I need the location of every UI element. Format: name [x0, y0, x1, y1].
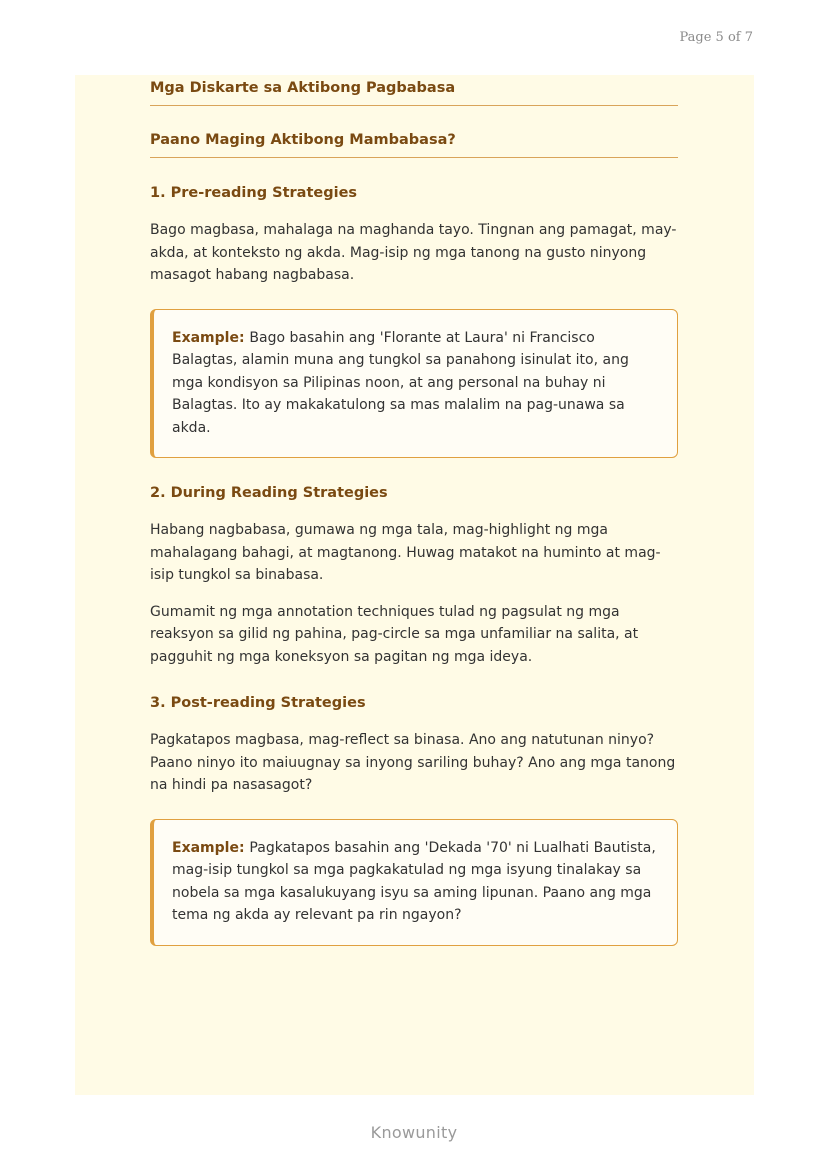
paragraph: Bago magbasa, mahalaga na maghanda tayo. Tingnan ang pamagat, may-akda, at konteksto ng akda. Mag-isip ng mga tanong na gusto ninyong masagot habang nagbabasa. — [150, 222, 677, 283]
example-text: Pagkatapos basahin ang 'Dekada '70' ni Lualhati Bautista, mag-isip tungkol sa mga pagkakatulad ng mga isyung tinalakay sa nobela sa mga kasalukuyang isyu sa aming lipunan. Paano ang mga tema ng akda ay relevant pa rin ngayon? — [172, 839, 656, 923]
paragraph: Gumamit ng mga annotation techniques tulad ng pagsulat ng mga reaksyon sa gilid ng pahina, pag-circle sa mga unfamiliar na salita, at pagguhit ng mga koneksyon sa pagitan ng mga ideya. — [150, 603, 639, 665]
paragraph: Habang nagbabasa, gumawa ng mga tala, mag-highlight ng mga mahalagang bahagi, at magtanong. Huwag matakot na huminto at mag-isip tungkol sa binabasa. — [150, 522, 661, 583]
subsection-heading-post-reading: 3. Post-reading Strategies — [150, 695, 366, 711]
paragraph: Pagkatapos magbasa, mag-reflect sa binasa. Ano ang natutunan ninyo? Paano ninyo ito maiuugnay sa inyong sariling buhay? Ano ang mga tanong na hindi pa nasasagot? — [150, 732, 676, 793]
example-label: Example: — [172, 329, 250, 346]
page-number: Page 5 of 7 — [679, 30, 753, 45]
content-panel — [75, 75, 754, 1095]
example-box — [150, 309, 678, 459]
document-title: Mga Diskarte sa Aktibong Pagbabasa — [150, 80, 678, 106]
document-body — [150, 75, 678, 946]
example-label: Example: — [172, 839, 250, 856]
section-heading: Paano Maging Aktibong Mambabasa? — [150, 132, 678, 158]
subsection-heading-during-reading: 2. During Reading Strategies — [150, 485, 388, 501]
footer-brand: Knowunity — [370, 1123, 458, 1142]
example-box — [150, 819, 678, 946]
subsection-heading-pre-reading: 1. Pre-reading Strategies — [150, 185, 358, 201]
example-text: Bago basahin ang 'Florante at Laura' ni Francisco Balagtas, alamin muna ang tungkol sa panahong isinulat ito, ang mga kondisyon sa Pilipinas noon, at ang personal na buhay ni Balagtas. Ito ay makakatulong sa mas malalim na pag-unawa sa akda. — [172, 329, 629, 436]
